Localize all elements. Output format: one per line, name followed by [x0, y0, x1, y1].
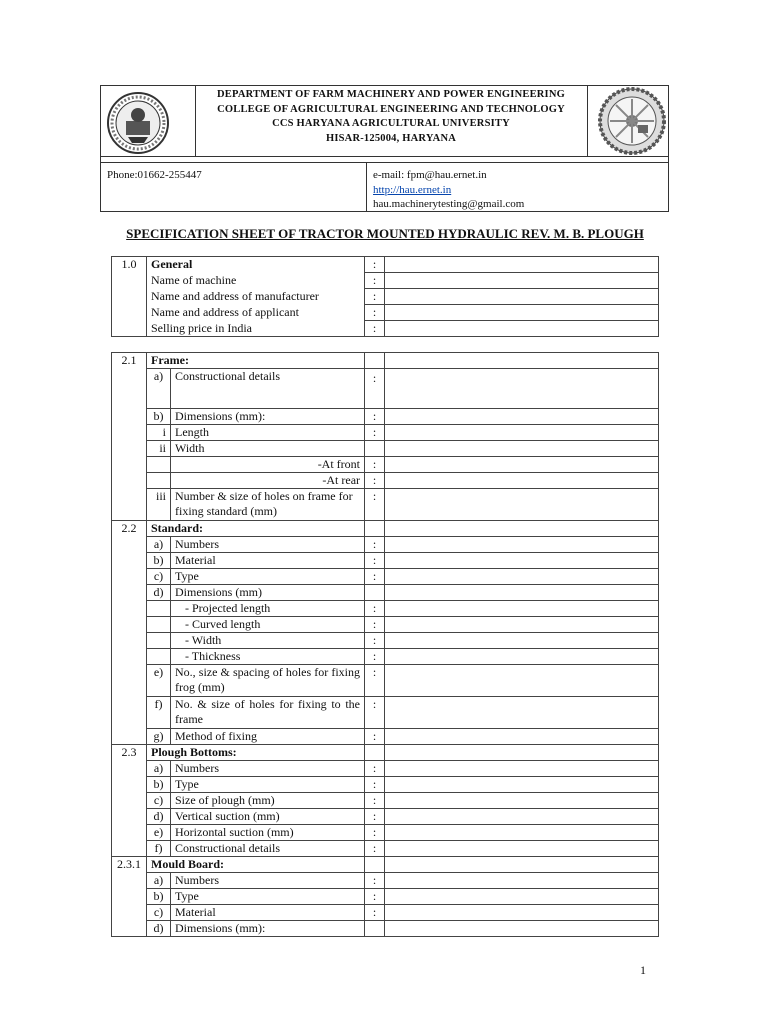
field-label: - Width	[171, 633, 365, 649]
dept-line: HISAR-125004, HARYANA	[325, 132, 457, 144]
email: e-mail: fpm@hau.ernet.in	[373, 169, 487, 181]
colon: :	[365, 537, 385, 553]
value-cell[interactable]	[385, 761, 659, 777]
item-label: b)	[147, 889, 171, 905]
field-label: Constructional details	[171, 369, 365, 409]
field-label: Dimensions (mm)	[171, 585, 365, 601]
section-number: 2.3	[112, 745, 147, 761]
colon: :	[365, 841, 385, 857]
value-cell[interactable]	[385, 553, 659, 569]
value-cell[interactable]	[385, 697, 659, 729]
field-label: Size of plough (mm)	[171, 793, 365, 809]
value-cell[interactable]	[385, 441, 659, 457]
item-label: f)	[147, 697, 171, 729]
dept-line: DEPARTMENT OF FARM MACHINERY AND POWER ENGINEERING	[217, 89, 565, 100]
value-cell[interactable]	[385, 873, 659, 889]
colon: :	[365, 825, 385, 841]
colon: :	[365, 777, 385, 793]
value-cell[interactable]	[385, 633, 659, 649]
divider	[587, 86, 588, 156]
item-label: a)	[147, 873, 171, 889]
value-cell[interactable]	[385, 841, 659, 857]
value-cell[interactable]	[385, 569, 659, 585]
field-label: Name of machine	[147, 273, 365, 289]
field-label: Selling price in India	[147, 321, 365, 337]
item-label: c)	[147, 569, 171, 585]
item-label: f)	[147, 841, 171, 857]
phone-number: Phone:01662-255447	[107, 169, 202, 181]
section-number: 2.3.1	[112, 857, 147, 873]
value-cell[interactable]	[385, 473, 659, 489]
value-cell[interactable]	[385, 305, 659, 321]
divider	[101, 162, 668, 163]
colon: :	[365, 729, 385, 745]
section-heading: Plough Bottoms:	[147, 745, 365, 761]
letterhead	[100, 85, 669, 212]
field-label: Numbers	[171, 873, 365, 889]
colon: :	[365, 321, 385, 337]
section-heading: General	[147, 257, 365, 273]
colon: :	[365, 601, 385, 617]
colon: :	[365, 553, 385, 569]
colon: :	[365, 409, 385, 425]
value-cell[interactable]	[385, 617, 659, 633]
value-cell[interactable]	[385, 809, 659, 825]
item-label: ii	[147, 441, 171, 457]
item-label: a)	[147, 369, 171, 409]
value-cell[interactable]	[385, 409, 659, 425]
value-cell[interactable]	[385, 257, 659, 273]
field-label: -At rear	[171, 473, 365, 489]
colon: :	[365, 873, 385, 889]
field-label: Number & size of holes on frame for fixing standard (mm)	[171, 489, 365, 521]
colon: :	[365, 425, 385, 441]
field-label: Dimensions (mm):	[171, 409, 365, 425]
dept-line: CCS HARYANA AGRICULTURAL UNIVERSITY	[272, 118, 510, 129]
colon: :	[365, 257, 385, 273]
value-cell[interactable]	[385, 777, 659, 793]
field-label: Type	[171, 569, 365, 585]
colon: :	[365, 457, 385, 473]
colon: :	[365, 697, 385, 729]
department-heading	[197, 88, 585, 146]
colon: :	[365, 273, 385, 289]
value-cell[interactable]	[385, 585, 659, 601]
colon: :	[365, 665, 385, 697]
value-cell[interactable]	[385, 489, 659, 521]
field-label: Method of fixing	[171, 729, 365, 745]
item-label: c)	[147, 793, 171, 809]
divider	[366, 162, 367, 212]
colon: :	[365, 809, 385, 825]
value-cell[interactable]	[385, 921, 659, 937]
value-cell[interactable]	[385, 369, 659, 409]
value-cell[interactable]	[385, 289, 659, 305]
item-label: d)	[147, 809, 171, 825]
value-cell[interactable]	[385, 321, 659, 337]
item-label: a)	[147, 761, 171, 777]
item-label: b)	[147, 777, 171, 793]
field-label: Material	[171, 553, 365, 569]
item-label: c)	[147, 905, 171, 921]
value-cell[interactable]	[385, 649, 659, 665]
colon: :	[365, 617, 385, 633]
value-cell[interactable]	[385, 905, 659, 921]
contact-info	[373, 168, 524, 212]
specification-table	[111, 352, 659, 937]
value-cell[interactable]	[385, 537, 659, 553]
field-label: Width	[171, 441, 365, 457]
section-heading: Mould Board:	[147, 857, 365, 873]
field-label: Type	[171, 777, 365, 793]
field-label: Constructional details	[171, 841, 365, 857]
field-label: Horizontal suction (mm)	[171, 825, 365, 841]
item-label: d)	[147, 585, 171, 601]
item-label: d)	[147, 921, 171, 937]
field-label: No., size & spacing of holes for fixing frog (mm)	[171, 665, 365, 697]
colon: :	[365, 473, 385, 489]
dept-line: COLLEGE OF AGRICULTURAL ENGINEERING AND TECHNOLOGY	[217, 103, 565, 115]
field-label: Numbers	[171, 761, 365, 777]
field-label: - Thickness	[171, 649, 365, 665]
item-label: iii	[147, 489, 171, 521]
colon: :	[365, 761, 385, 777]
item-label: b)	[147, 409, 171, 425]
field-label: Dimensions (mm):	[171, 921, 365, 937]
item-label: i	[147, 425, 171, 441]
field-label: Type	[171, 889, 365, 905]
email-secondary: hau.machinerytesting@gmail.com	[373, 198, 525, 210]
item-label: a)	[147, 537, 171, 553]
university-seal-logo	[106, 91, 170, 155]
field-label: No. & size of holes for fixing to the frame	[171, 697, 365, 729]
colon: :	[365, 905, 385, 921]
colon: :	[365, 489, 385, 521]
page-title: SPECIFICATION SHEET OF TRACTOR MOUNTED HYDRAULIC REV. M. B. PLOUGH	[126, 226, 644, 241]
colon: :	[365, 305, 385, 321]
value-cell[interactable]	[385, 889, 659, 905]
item-label: g)	[147, 729, 171, 745]
colon: :	[365, 289, 385, 305]
colon: :	[365, 889, 385, 905]
section-heading: Frame:	[147, 353, 365, 369]
value-cell[interactable]	[385, 665, 659, 697]
section-number: 2.1	[112, 353, 147, 369]
value-cell[interactable]	[385, 825, 659, 841]
field-label: Material	[171, 905, 365, 921]
website-link[interactable]: http://hau.ernet.in	[373, 183, 452, 196]
page-number: 1	[640, 963, 646, 977]
field-label: - Curved length	[171, 617, 365, 633]
field-label: Numbers	[171, 537, 365, 553]
section-heading: Standard:	[147, 521, 365, 537]
value-cell[interactable]	[385, 601, 659, 617]
gear-emblem-logo	[598, 87, 666, 155]
divider	[195, 86, 196, 156]
colon: :	[365, 649, 385, 665]
colon: :	[365, 569, 385, 585]
field-label: -At front	[171, 457, 365, 473]
value-cell[interactable]	[385, 793, 659, 809]
item-label: b)	[147, 553, 171, 569]
item-label: e)	[147, 825, 171, 841]
field-label: - Projected length	[171, 601, 365, 617]
section-number: 2.2	[112, 521, 147, 537]
value-cell[interactable]	[385, 273, 659, 289]
field-label: Name and address of applicant	[147, 305, 365, 321]
value-cell[interactable]	[385, 457, 659, 473]
field-label: Vertical suction (mm)	[171, 809, 365, 825]
item-label: e)	[147, 665, 171, 697]
value-cell[interactable]	[385, 729, 659, 745]
field-label: Name and address of manufacturer	[147, 289, 365, 305]
value-cell[interactable]	[385, 425, 659, 441]
general-table	[111, 256, 659, 337]
colon: :	[365, 369, 385, 409]
colon: :	[365, 633, 385, 649]
colon: :	[365, 793, 385, 809]
section-number: 1.0	[112, 257, 147, 337]
field-label: Length	[171, 425, 365, 441]
